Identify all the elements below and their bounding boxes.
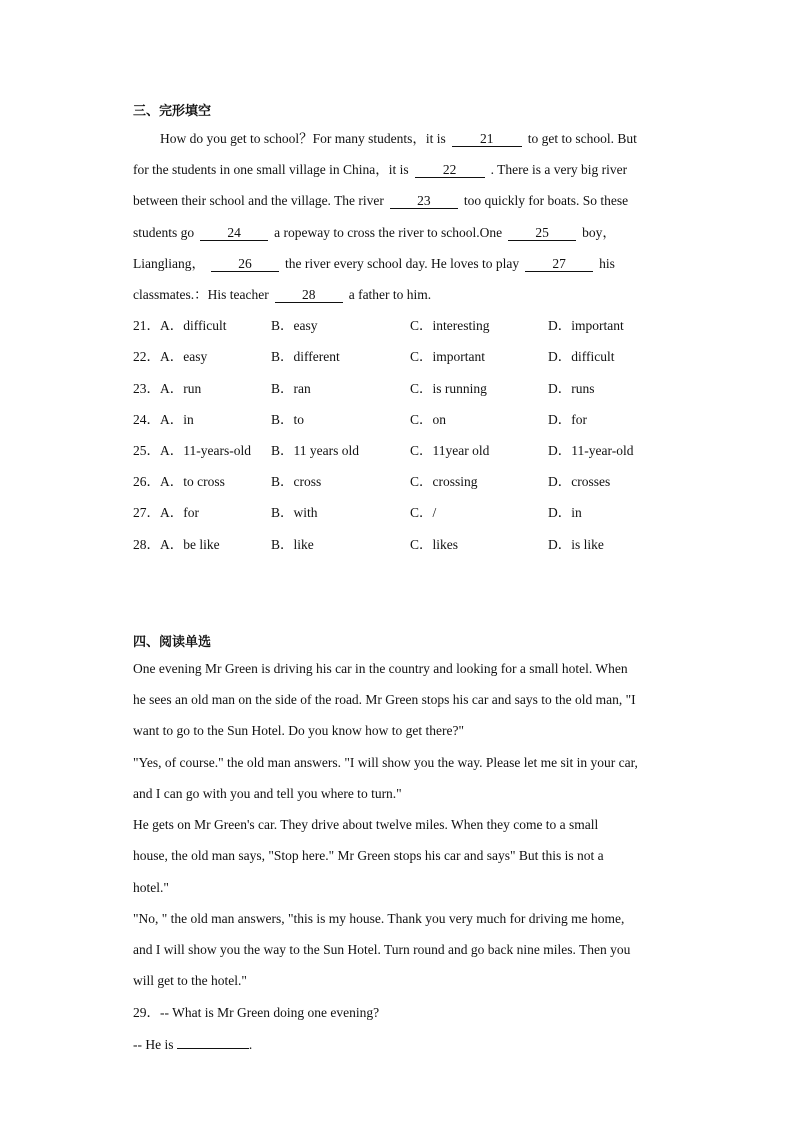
answer-blank-29[interactable] <box>177 1036 249 1049</box>
blank-25[interactable]: 25 <box>508 226 576 241</box>
option-d[interactable]: D．runs <box>548 381 595 396</box>
question-number: 27． <box>133 505 160 520</box>
option-c[interactable]: C．likes <box>410 537 459 552</box>
question-number: 25． <box>133 443 160 458</box>
question-number: 22． <box>133 349 160 364</box>
option-a[interactable]: A．be like <box>160 537 220 552</box>
option-c[interactable]: C．interesting <box>410 318 490 333</box>
reading-line-4: "Yes, of course." the old man answers. "I will show you the way. Please let me sit in your car, <box>133 755 638 770</box>
option-b[interactable]: B．different <box>271 349 340 364</box>
option-d[interactable]: D．important <box>548 318 624 333</box>
option-b[interactable]: B．like <box>271 537 314 552</box>
option-a[interactable]: A．in <box>160 412 194 427</box>
option-c[interactable]: C．crossing <box>410 474 478 489</box>
passage-line-3: between their school and the village. The river 23 too quickly for boats. So these <box>133 193 629 208</box>
reading-line-8: hotel." <box>133 880 169 895</box>
reading-line-5: and I can go with you and tell you where to turn." <box>133 786 402 801</box>
passage-line-4: students go 24 a ropeway to cross the river to school.One 25 boy， <box>133 225 616 240</box>
option-b[interactable]: B．cross <box>271 474 322 489</box>
passage-line-1: How do you get to school？For many students，it is 21 to get to school. But <box>160 131 637 146</box>
reading-line-3: want to go to the Sun Hotel. Do you know how to get there?" <box>133 723 464 738</box>
reading-line-9: "No, " the old man answers, "this is my house. Thank you very much for driving me home, <box>133 911 625 926</box>
question-number: 23． <box>133 381 160 396</box>
option-d[interactable]: D．is like <box>548 537 604 552</box>
option-b[interactable]: B．to <box>271 412 305 427</box>
option-d[interactable]: D．11-year-old <box>548 443 634 458</box>
option-c[interactable]: C．/ <box>410 505 437 520</box>
reading-line-7: house, the old man says, "Stop here." Mr Green stops his car and says" But this is not a <box>133 848 604 863</box>
blank-27[interactable]: 27 <box>525 257 593 272</box>
option-b[interactable]: B．11 years old <box>271 443 359 458</box>
reading-line-2: he sees an old man on the side of the road. Mr Green stops his car and says to the old man, "I <box>133 692 636 707</box>
passage-line-6: classmates.：His teacher 28 a father to him. <box>133 287 432 302</box>
option-a[interactable]: A．to cross <box>160 474 225 489</box>
option-c[interactable]: C．11year old <box>410 443 490 458</box>
option-b[interactable]: B．ran <box>271 381 311 396</box>
reading-line-11: will get to the hotel." <box>133 973 247 988</box>
reading-line-1: One evening Mr Green is driving his car in the country and looking for a small hotel. When <box>133 661 628 676</box>
option-b[interactable]: B．easy <box>271 318 318 333</box>
option-c[interactable]: C．important <box>410 349 485 364</box>
option-a[interactable]: A．11-years-old <box>160 443 251 458</box>
blank-26[interactable]: 26 <box>211 257 279 272</box>
passage-line-2: for the students in one small village in China，it is 22 . There is a very big river <box>133 162 628 177</box>
question-number: 28． <box>133 537 160 552</box>
reading-line-6: He gets on Mr Green's car. They drive about twelve miles. When they come to a small <box>133 817 599 832</box>
option-c[interactable]: C．on <box>410 412 447 427</box>
question-29-answer-line: -- He is . <box>133 1037 253 1052</box>
option-c[interactable]: C．is running <box>410 381 487 396</box>
option-d[interactable]: D．for <box>548 412 587 427</box>
option-d[interactable]: D．difficult <box>548 349 615 364</box>
question-number: 21． <box>133 318 160 333</box>
question-number: 24． <box>133 412 160 427</box>
option-a[interactable]: A．for <box>160 505 199 520</box>
blank-22[interactable]: 22 <box>415 163 485 178</box>
passage-line-5: Liangliang， 26 the river every school day. He loves to play 27 his <box>133 256 615 271</box>
question-number: 26． <box>133 474 160 489</box>
option-a[interactable]: A．easy <box>160 349 208 364</box>
blank-23[interactable]: 23 <box>390 194 458 209</box>
option-d[interactable]: D．in <box>548 505 582 520</box>
section-4-heading: 四、阅读单选 <box>133 635 212 650</box>
option-a[interactable]: A．difficult <box>160 318 227 333</box>
option-b[interactable]: B．with <box>271 505 318 520</box>
section-3-heading: 三、完形填空 <box>133 104 212 119</box>
blank-28[interactable]: 28 <box>275 288 343 303</box>
option-d[interactable]: D．crosses <box>548 474 611 489</box>
blank-24[interactable]: 24 <box>200 226 268 241</box>
reading-line-10: and I will show you the way to the Sun Hotel. Turn round and go back nine miles. Then you <box>133 942 631 957</box>
question-29-prompt: 29．-- What is Mr Green doing one evening? <box>133 1005 380 1020</box>
blank-21[interactable]: 21 <box>452 132 522 147</box>
option-a[interactable]: A．run <box>160 381 202 396</box>
